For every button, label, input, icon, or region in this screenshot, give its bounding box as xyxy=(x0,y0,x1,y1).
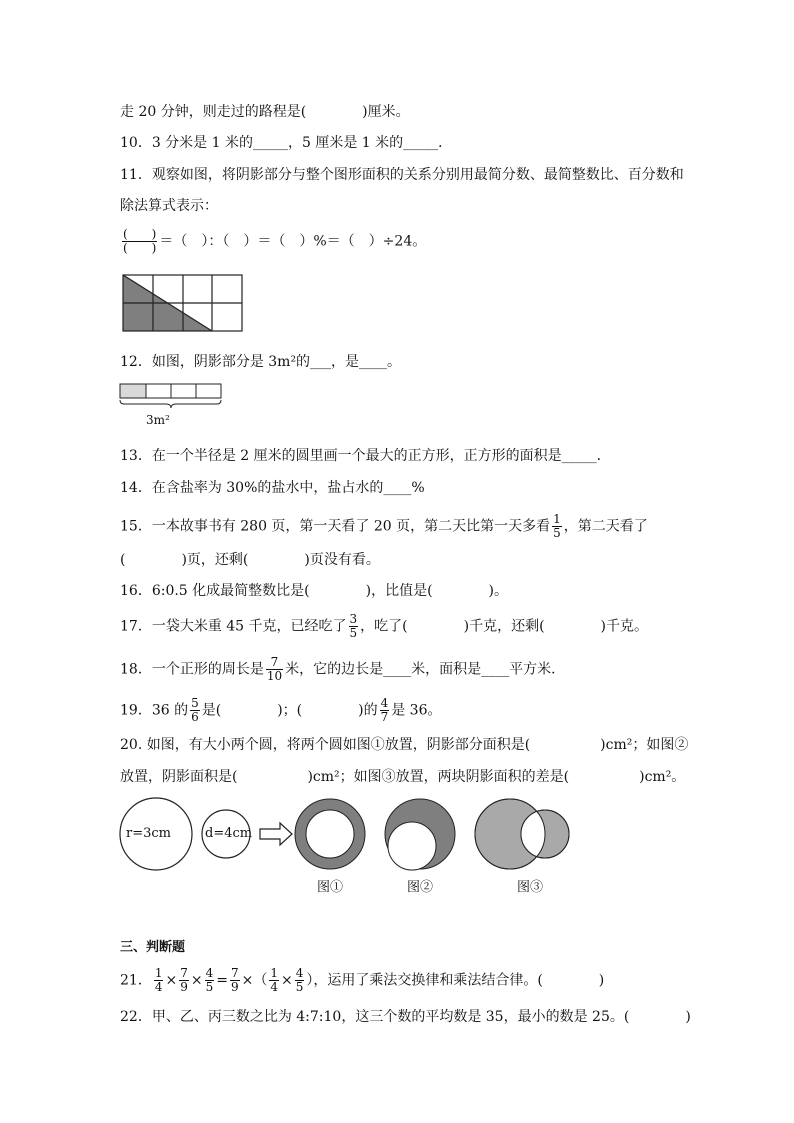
question-17: 17．一袋大米重 45 千克，已经吃了 $\frac{3}{5}$ ，吃了( )千克，还剩( )千克。 xyxy=(120,612,649,640)
q11-grid-figure xyxy=(122,274,244,334)
question-11-line1: 11．观察如图，将阴影部分与整个图形面积的关系分别用最简分数、最简整数比、百分数和 xyxy=(120,167,684,183)
big-circle-label: r=3cm xyxy=(126,826,171,841)
question-22: 22．甲、乙、丙三数之比为 4:7:10，这三个数的平均数是 35，最小的数是 25。( ) xyxy=(120,1009,691,1025)
question-11-line2: 除法算式表示： xyxy=(120,198,218,214)
question-13: 13．在一个半径是 2 厘米的圆里画一个最大的正方形，正方形的面积是_____． xyxy=(120,448,611,464)
q20-circles-figure xyxy=(118,797,578,872)
figure-2-caption: 图② xyxy=(407,880,434,895)
question-20-line1: 20. 如图，有大小两个圆，将两个圆如图①放置，阴影部分面积是( )cm²；如图② xyxy=(120,737,689,753)
q12-bar-label: 3m² xyxy=(146,413,170,427)
question-21: 21． $\frac{1}{4}$ × $\frac{7}{9}$ × $\frac{4}{5}$ = $\frac{7}{9}$ ×（ $\frac{1}{4}$ × $\frac{4}{5}$ ），运用了乘法交换律和乘法结合律。( ) xyxy=(120,966,605,994)
arrow-right-icon xyxy=(260,823,292,845)
blank-fraction: $\frac{( )}{( )}$ xyxy=(123,227,157,255)
question-18: 18．一个正形的周长是 $\frac{7}{10}$ 米，它的边长是____米，面积是____平方米． xyxy=(120,655,566,683)
figure-1-caption: 图① xyxy=(317,880,344,895)
q12-bar-figure xyxy=(118,382,226,412)
question-15-line1: 15．一本故事书有 280 页，第一天看了 20 页，第二天比第一天多看 $\frac{1}{5}$ ，第二天看了 xyxy=(120,512,648,540)
question-15-line2: ( )页，还剩( )页没有看。 xyxy=(120,552,380,568)
figure-3-caption: 图③ xyxy=(517,880,544,895)
question-16: 16．6:0.5 化成最简整数比是( )，比值是( )。 xyxy=(120,583,508,599)
question-11-expression: $\frac{( )}{( )}$ ＝（ ）：（ ）＝（ ）%＝（ ）÷24。 xyxy=(123,227,427,255)
question-19: 19．36 的 $\frac{5}{6}$ 是( )；( )的 $\frac{4}{7}$ 是 36。 xyxy=(120,696,442,724)
question-10: 10．3 分米是 1 米的_____，5 厘米是 1 米的_____． xyxy=(120,135,453,151)
question-20-line2: 放置，阴影面积是( )cm²；如图③放置，两块阴影面积的差是( )cm²。 xyxy=(120,769,686,785)
question-12: 12．如图，阴影部分是 3m²的___，是____。 xyxy=(120,354,402,370)
question-14: 14．在含盐率为 30%的盐水中，盐占水的____% xyxy=(120,480,425,496)
section-heading-judgement: 三、判断题 xyxy=(120,940,186,955)
small-circle-label: d=4cm xyxy=(205,826,253,841)
question-9-tail: 走 20 分钟，则走过的路程是( )厘米。 xyxy=(120,104,410,120)
